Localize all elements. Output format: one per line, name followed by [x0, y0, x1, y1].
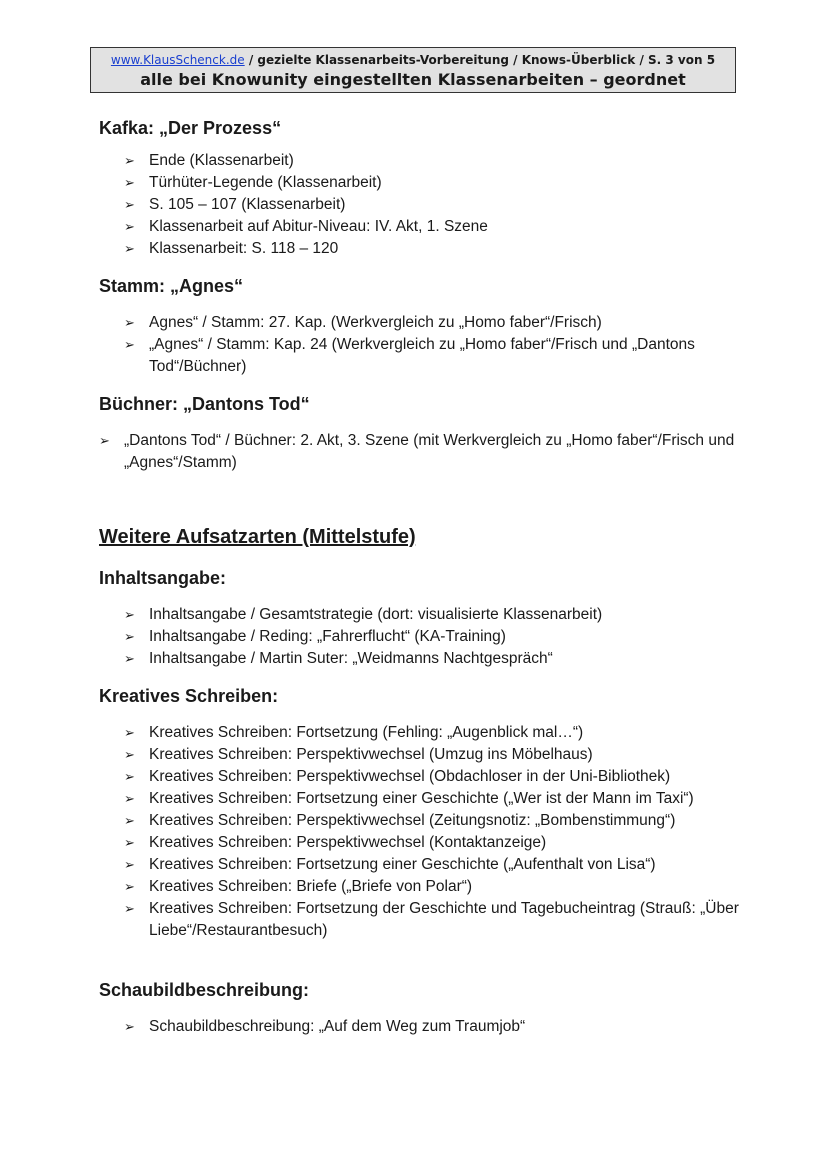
list-item[interactable]: ➢ Kreatives Schreiben: Briefe („Briefe von Polar“) [99, 876, 739, 898]
header-line [91, 53, 735, 67]
section-title-stamm: Stamm: „Agnes“ [99, 276, 244, 296]
section-title-schaubildbeschreibung: Schaubildbeschreibung: [99, 980, 310, 1000]
arrow-bullet-icon: ➢ [124, 769, 135, 784]
list-buechner [99, 430, 739, 474]
arrow-bullet-icon: ➢ [124, 747, 135, 762]
arrow-bullet-icon: ➢ [124, 153, 135, 168]
section-title-buechner: Büchner: „Dantons Tod“ [99, 394, 310, 414]
page-header [90, 47, 736, 93]
section-title-kreatives-schreiben: Kreatives Schreiben: [99, 686, 279, 706]
header-subtitle: alle bei Knowunity eingestellten Klassenarbeiten – geordnet [140, 70, 686, 89]
site-link[interactable]: www.KlausSchenck.de [110, 53, 245, 67]
heading-weitere-aufsatzarten: Weitere Aufsatzarten (Mittelstufe) [99, 526, 416, 548]
arrow-bullet-icon: ➢ [124, 651, 135, 666]
arrow-bullet-icon: ➢ [124, 879, 135, 894]
arrow-bullet-icon: ➢ [124, 219, 135, 234]
arrow-bullet-icon: ➢ [124, 197, 135, 212]
arrow-bullet-icon: ➢ [124, 607, 135, 622]
list-kafka [99, 150, 739, 260]
list-item[interactable]: ➢ Inhaltsangabe / Martin Suter: „Weidmanns Nachtgespräch“ [99, 648, 739, 670]
list-stamm [99, 312, 739, 378]
arrow-bullet-icon: ➢ [124, 315, 135, 330]
arrow-bullet-icon: ➢ [124, 813, 135, 828]
header-info: / gezielte Klassenarbeits-Vorbereitung / Knows-Überblick / S. 3 von 5 [244, 53, 716, 67]
list-item[interactable]: ➢ „Dantons Tod“ / Büchner: 2. Akt, 3. Szene (mit Werkvergleich zu „Homo faber“/Frisch und „Agnes“/Stamm) [99, 432, 735, 471]
arrow-bullet-icon: ➢ [124, 241, 135, 256]
list-item[interactable]: ➢ Türhüter-Legende (Klassenarbeit) [99, 172, 739, 194]
list-item[interactable]: ➢ Inhaltsangabe / Reding: „Fahrerflucht“ (KA-Training) [99, 626, 739, 648]
list-item[interactable]: ➢ Kreatives Schreiben: Fortsetzung einer Geschichte („Aufenthalt von Lisa“) [99, 854, 739, 876]
list-item[interactable]: ➢ Ende (Klassenarbeit) [99, 150, 739, 172]
arrow-bullet-icon: ➢ [124, 629, 135, 644]
list-item[interactable]: ➢ „Agnes“ / Stamm: Kap. 24 (Werkvergleich zu „Homo faber“/Frisch und „Dantons Tod“/Büchner) [124, 336, 695, 375]
list-schaubildbeschreibung [99, 1016, 739, 1038]
list-item[interactable]: ➢ S. 105 – 107 (Klassenarbeit) [99, 194, 739, 216]
list-item[interactable]: ➢ Kreatives Schreiben: Perspektivwechsel (Kontaktanzeige) [99, 832, 739, 854]
arrow-bullet-icon: ➢ [124, 1019, 135, 1034]
list-item[interactable]: ➢ Kreatives Schreiben: Perspektivwechsel (Umzug ins Möbelhaus) [99, 744, 739, 766]
arrow-bullet-icon: ➢ [124, 857, 135, 872]
document-body [99, 116, 739, 1038]
arrow-bullet-icon: ➢ [124, 175, 135, 190]
arrow-bullet-icon: ➢ [124, 725, 135, 740]
list-kreatives-schreiben [99, 722, 739, 942]
list-item[interactable]: ➢ Kreatives Schreiben: Fortsetzung einer Geschichte („Wer ist der Mann im Taxi“) [99, 788, 739, 810]
arrow-bullet-icon: ➢ [99, 433, 110, 448]
list-item[interactable]: ➢ Kreatives Schreiben: Fortsetzung der Geschichte und Tagebucheintrag (Strauß: „Über Liebe“/Restaurantbesuch) [124, 900, 739, 939]
list-item[interactable]: ➢ Schaubildbeschreibung: „Auf dem Weg zum Traumjob“ [99, 1016, 739, 1038]
section-title-inhaltsangabe: Inhaltsangabe: [99, 568, 227, 588]
list-item[interactable]: ➢ Klassenarbeit: S. 118 – 120 [99, 238, 739, 260]
list-item[interactable]: ➢ Kreatives Schreiben: Perspektivwechsel (Obdachloser in der Uni-Bibliothek) [99, 766, 739, 788]
arrow-bullet-icon: ➢ [124, 901, 135, 916]
list-item[interactable]: ➢ Inhaltsangabe / Gesamtstrategie (dort: visualisierte Klassenarbeit) [99, 604, 739, 626]
list-item[interactable]: ➢ Kreatives Schreiben: Fortsetzung (Fehling: „Augenblick mal…“) [99, 722, 739, 744]
arrow-bullet-icon: ➢ [124, 337, 135, 352]
list-item[interactable]: ➢ Kreatives Schreiben: Perspektivwechsel (Zeitungsnotiz: „Bombenstimmung“) [99, 810, 739, 832]
list-inhaltsangabe [99, 604, 739, 670]
arrow-bullet-icon: ➢ [124, 791, 135, 806]
list-item[interactable]: ➢ Agnes“ / Stamm: 27. Kap. (Werkvergleich zu „Homo faber“/Frisch) [99, 312, 739, 334]
arrow-bullet-icon: ➢ [124, 835, 135, 850]
list-item[interactable]: ➢ Klassenarbeit auf Abitur-Niveau: IV. Akt, 1. Szene [99, 216, 739, 238]
section-title-kafka: Kafka: „Der Prozess“ [99, 118, 282, 138]
